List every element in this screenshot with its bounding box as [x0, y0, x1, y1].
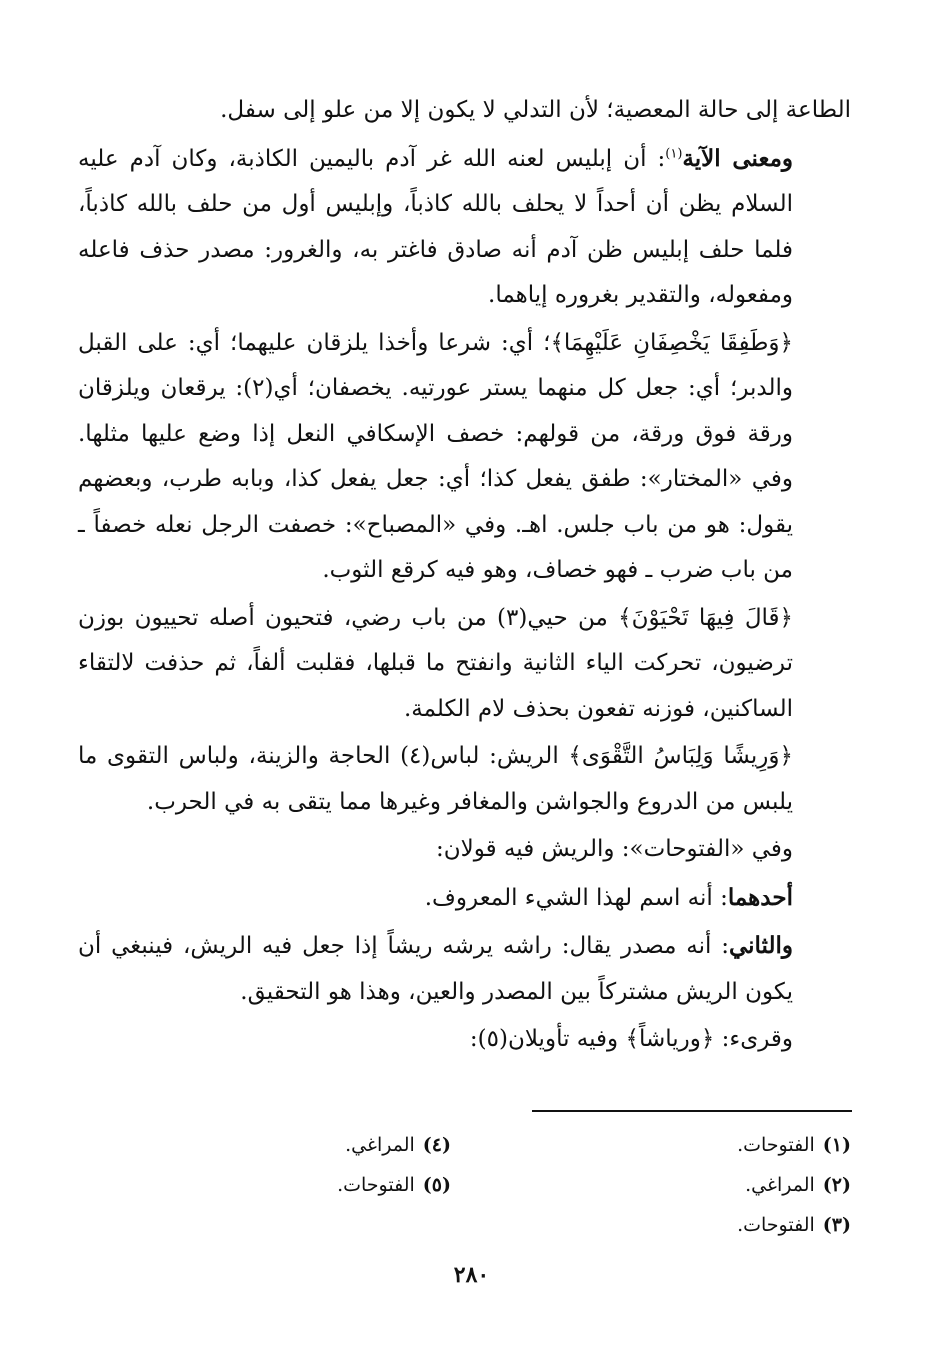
footnote	[151, 1125, 451, 1165]
footnote	[551, 1205, 851, 1245]
paragraph-3	[78, 321, 851, 594]
footnote-number: (٥)	[422, 1174, 451, 1196]
paragraph-4	[78, 596, 851, 733]
footnote	[151, 1165, 451, 1205]
footnote-number: (١)	[822, 1134, 851, 1156]
paragraph-lead: والثاني	[728, 932, 793, 959]
paragraph-text: وفي «الفتوحات»: والريش فيه قولان:	[436, 836, 793, 862]
paragraph-text: وقرىء: ﴿ورياشاً﴾ وفيه تأويلان(٥):	[469, 1026, 793, 1052]
paragraph-text: ﴿وَرِيشًا وَلِبَاسُ التَّقْوَى﴾ الريش: لباس(٤) الحاجة والزينة، ولباس التقوى ما يلبس من الدروع والجواشن والمغافر وغيرها مما يتقى به في الحرب.	[78, 743, 793, 815]
paragraph-2	[78, 136, 851, 319]
page-number: ٢٨٠	[453, 1262, 490, 1288]
footnote	[551, 1165, 851, 1205]
paragraph-8	[78, 923, 851, 1015]
footnotes-column-left	[151, 1125, 451, 1205]
footnote-text: الفتوحات.	[337, 1174, 415, 1196]
paragraph-text: : أنه مصدر يقال: راشه يرشه ريشاً إذا جعل فيه الريش، فينبغي أن يكون الريش مشتركاً بين المصدر والعين، وهذا هو التحقيق.	[78, 933, 793, 1005]
footnote-text: المراغي.	[345, 1134, 415, 1156]
paragraph-6	[78, 827, 851, 873]
paragraph-text: : أن إبليس لعنه الله غر آدم باليمين الكاذبة، وكان آدم عليه السلام يظن أن أحداً لا يحلف بالله كاذباً، وإبليس أول من حلف بالله كاذباً، فلما حلف إبليس ظن آدم أنه صادق فاغتر به، والغرور: مصدر حذف فاعله ومفعوله، والتقدير بغروره إياهما.	[78, 145, 793, 308]
paragraph-7	[78, 875, 851, 922]
footnote-text: الفتوحات.	[737, 1214, 815, 1236]
paragraph-text: : أنه اسم لهذا الشيء المعروف.	[424, 884, 728, 911]
paragraph-text: الطاعة إلى حالة المعصية؛ لأن التدلي لا يكون إلا من علو إلى سفل.	[220, 97, 851, 123]
paragraph-9	[78, 1017, 851, 1063]
footnote-number: (٤)	[422, 1134, 451, 1156]
footnote-text: المراغي.	[745, 1174, 815, 1196]
paragraph-lead: ومعنى الآية	[682, 144, 793, 172]
footnote-ref: (١)	[665, 145, 683, 161]
paragraph-1	[78, 88, 851, 134]
footnote-number: (٢)	[822, 1174, 851, 1196]
footnote-number: (٣)	[822, 1214, 851, 1236]
footnote	[551, 1125, 851, 1165]
paragraph-lead: أحدهما	[727, 883, 793, 911]
paragraph-5	[78, 734, 851, 825]
footnote-text: الفتوحات.	[737, 1134, 815, 1156]
paragraph-text: ﴿قَالَ فِيهَا تَحْيَوْنَ﴾ من حيي(٣) من باب رضي، فتحيون أصله تحييون بوزن ترضيون، تحركت الياء الثانية وانفتح ما قبلها، فقلبت ألفاً، ثم حذفت لالتقاء الساكنين، فوزنه تفعون بحذف لام الكلمة.	[78, 604, 794, 722]
footnote-divider	[532, 1110, 852, 1112]
paragraph-text: ﴿وَطَفِقَا يَخْصِفَانِ عَلَيْهِمَا﴾؛ أي: شرعا وأخذا يلزقان عليهما؛ أي: على القبل والدبر؛ أي: جعل كل منهما يستر عورتيه. يخصفان؛ أي(٢): يرقعان ويلزقان ورقة فوق ورقة، من قولهم: خصف الإسكافي النعل إذا وضع عليها مثلها. وفي «المختار»: طفق يفعل كذا؛ أي: جعل يفعل كذا، وبابه طرب، وبعضهم يقول: هو من باب جلس. اهـ. وفي «المصباح»: خصفت الرجل نعله خصفاً ـ من باب ضرب ـ فهو خصاف، وهو فيه كرقع الثوب.	[78, 329, 793, 583]
footnotes-column-right	[551, 1125, 851, 1245]
main-text	[78, 88, 851, 1065]
